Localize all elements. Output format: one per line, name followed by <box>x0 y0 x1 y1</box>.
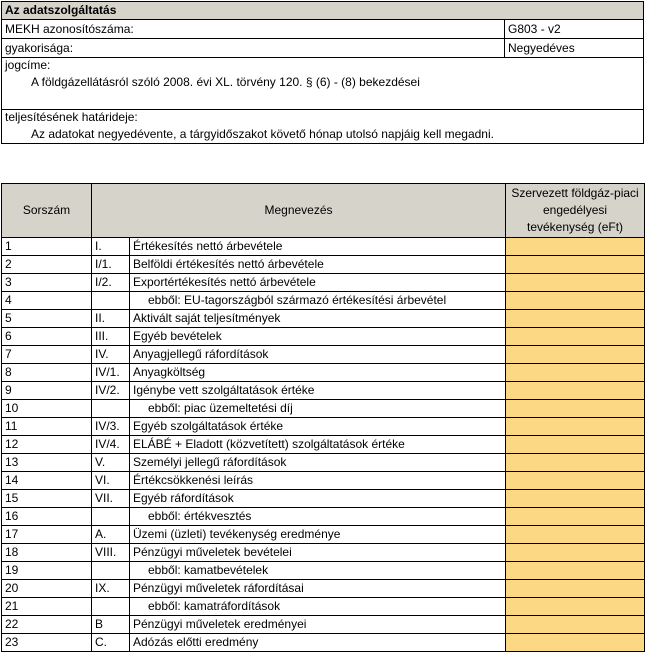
row-number: 18 <box>2 544 92 562</box>
row-code: II. <box>92 310 130 328</box>
table-row <box>2 454 645 472</box>
row-number: 9 <box>2 382 92 400</box>
row-code: VII. <box>92 490 130 508</box>
row-code: VI. <box>92 472 130 490</box>
table-row <box>2 364 645 382</box>
row-code: I/2. <box>92 274 130 292</box>
row-code: IV/4. <box>92 436 130 454</box>
row-number: 4 <box>2 292 92 310</box>
row-code <box>92 562 130 580</box>
row-name: Egyéb bevételek <box>130 328 506 346</box>
row-name: Üzemi (üzleti) tevékenység eredménye <box>130 526 506 544</box>
row-number: 13 <box>2 454 92 472</box>
row-name: Igénybe vett szolgáltatások értéke <box>130 382 506 400</box>
row-number: 19 <box>2 562 92 580</box>
table-row <box>2 346 645 364</box>
data-table <box>1 183 645 652</box>
row-value-input[interactable] <box>506 598 645 616</box>
row-name: Adózás előtti eredmény <box>130 634 506 652</box>
row-number: 1 <box>2 238 92 256</box>
row-name: ELÁBÉ + Eladott (közvetített) szolgáltatások értéke <box>130 436 506 454</box>
deadline-label: teljesítésének határideje: <box>5 110 138 124</box>
row-code: I. <box>92 238 130 256</box>
row-value-input[interactable] <box>506 256 645 274</box>
row-name: ebből: EU-tagországból származó értékesítési árbevétel <box>130 292 506 310</box>
row-code <box>92 400 130 418</box>
deadline-block <box>2 110 643 143</box>
row-code <box>92 292 130 310</box>
row-value-input[interactable] <box>506 292 645 310</box>
table-row <box>2 472 645 490</box>
row-value-input[interactable] <box>506 526 645 544</box>
row-code: IV/1. <box>92 364 130 382</box>
row-value-input[interactable] <box>506 310 645 328</box>
table-row <box>2 490 645 508</box>
header-megnevezes: Megnevezés <box>92 184 506 238</box>
report-info-title: Az adatszolgáltatás <box>2 2 643 20</box>
row-number: 11 <box>2 418 92 436</box>
id-value: G803 - v2 <box>508 22 561 36</box>
row-name: Exportértékesítés nettó árbevétele <box>130 274 506 292</box>
row-code: IV/2. <box>92 382 130 400</box>
frequency-label: gyakorisága: <box>2 39 505 57</box>
row-code: IV/3. <box>92 418 130 436</box>
row-number: 7 <box>2 346 92 364</box>
table-row <box>2 508 645 526</box>
row-code: V. <box>92 454 130 472</box>
row-number: 14 <box>2 472 92 490</box>
row-number: 2 <box>2 256 92 274</box>
table-row <box>2 238 645 256</box>
row-name: Pénzügyi műveletek eredményei <box>130 616 506 634</box>
row-value-input[interactable] <box>506 382 645 400</box>
table-row <box>2 562 645 580</box>
row-value-input[interactable] <box>506 346 645 364</box>
row-name: ebből: kamatbevételek <box>130 562 506 580</box>
row-code: VIII. <box>92 544 130 562</box>
frequency-value: Negyedéves <box>508 41 575 55</box>
row-name: Pénzügyi műveletek ráfordításai <box>130 580 506 598</box>
row-number: 16 <box>2 508 92 526</box>
table-row <box>2 598 645 616</box>
table-row <box>2 544 645 562</box>
row-value-input[interactable] <box>506 634 645 652</box>
row-name: Belföldi értékesítés nettó árbevétele <box>130 256 506 274</box>
row-name: Anyagköltség <box>130 364 506 382</box>
row-code: IX. <box>92 580 130 598</box>
row-name: Egyéb szolgáltatások értéke <box>130 418 506 436</box>
table-row <box>2 616 645 634</box>
row-value-input[interactable] <box>506 364 645 382</box>
row-name: ebből: értékvesztés <box>130 508 506 526</box>
row-number: 17 <box>2 526 92 544</box>
id-row <box>2 20 643 39</box>
row-value-input[interactable] <box>506 616 645 634</box>
row-code <box>92 598 130 616</box>
table-row <box>2 274 645 292</box>
id-label: MEKH azonosítószáma: <box>2 20 505 38</box>
legal-basis-label: jogcíme: <box>5 58 51 72</box>
row-number: 3 <box>2 274 92 292</box>
row-number: 5 <box>2 310 92 328</box>
table-row <box>2 292 645 310</box>
row-value-input[interactable] <box>506 508 645 526</box>
table-row <box>2 580 645 598</box>
row-name: Egyéb ráfordítások <box>130 490 506 508</box>
table-row <box>2 310 645 328</box>
frequency-row <box>2 39 643 58</box>
table-row <box>2 256 645 274</box>
row-value-input[interactable] <box>506 328 645 346</box>
row-value-input[interactable] <box>506 400 645 418</box>
table-header-row <box>2 184 645 238</box>
row-number: 22 <box>2 616 92 634</box>
row-name: Értékcsökkenési leírás <box>130 472 506 490</box>
table-row <box>2 382 645 400</box>
table-row <box>2 526 645 544</box>
row-name: ebből: kamatráfordítások <box>130 598 506 616</box>
row-number: 6 <box>2 328 92 346</box>
row-code: IV. <box>92 346 130 364</box>
row-number: 15 <box>2 490 92 508</box>
row-number: 20 <box>2 580 92 598</box>
row-number: 12 <box>2 436 92 454</box>
row-number: 10 <box>2 400 92 418</box>
row-name: Értékesítés nettó árbevétele <box>130 238 506 256</box>
row-name: Anyagjellegű ráfordítások <box>130 346 506 364</box>
row-number: 8 <box>2 364 92 382</box>
report-info-box <box>1 1 644 144</box>
header-value-column: Szervezett földgáz-piaci engedélyesi tevékenység (eFt) <box>506 184 645 238</box>
row-value-input[interactable] <box>506 580 645 598</box>
row-code: C. <box>92 634 130 652</box>
row-name: Személyi jellegű ráfordítások <box>130 454 506 472</box>
table-body <box>2 238 645 652</box>
legal-basis-text: A földgázellátásról szóló 2008. évi XL. törvény 120. § (6) - (8) bekezdései <box>31 75 420 89</box>
table-row <box>2 436 645 454</box>
legal-basis-block <box>2 58 643 110</box>
row-value-input[interactable] <box>506 238 645 256</box>
row-code: III. <box>92 328 130 346</box>
row-value-input[interactable] <box>506 472 645 490</box>
table-row <box>2 634 645 652</box>
row-name: Aktivált saját teljesítmények <box>130 310 506 328</box>
row-name: Pénzügyi műveletek bevételei <box>130 544 506 562</box>
row-code: B <box>92 616 130 634</box>
header-sorszam: Sorszám <box>2 184 92 238</box>
row-code: I/1. <box>92 256 130 274</box>
row-value-input[interactable] <box>506 418 645 436</box>
table-row <box>2 328 645 346</box>
row-value-input[interactable] <box>506 454 645 472</box>
row-number: 21 <box>2 598 92 616</box>
row-code: A. <box>92 526 130 544</box>
row-number: 23 <box>2 634 92 652</box>
row-value-input[interactable] <box>506 436 645 454</box>
table-row <box>2 418 645 436</box>
deadline-text: Az adatokat negyedévente, a tárgyidőszakot követő hónap utolsó napjáig kell megadni. <box>31 127 494 141</box>
row-value-input[interactable] <box>506 490 645 508</box>
row-value-input[interactable] <box>506 274 645 292</box>
row-name: ebből: piac üzemeltetési díj <box>130 400 506 418</box>
row-value-input[interactable] <box>506 544 645 562</box>
row-value-input[interactable] <box>506 562 645 580</box>
row-code <box>92 508 130 526</box>
table-row <box>2 400 645 418</box>
